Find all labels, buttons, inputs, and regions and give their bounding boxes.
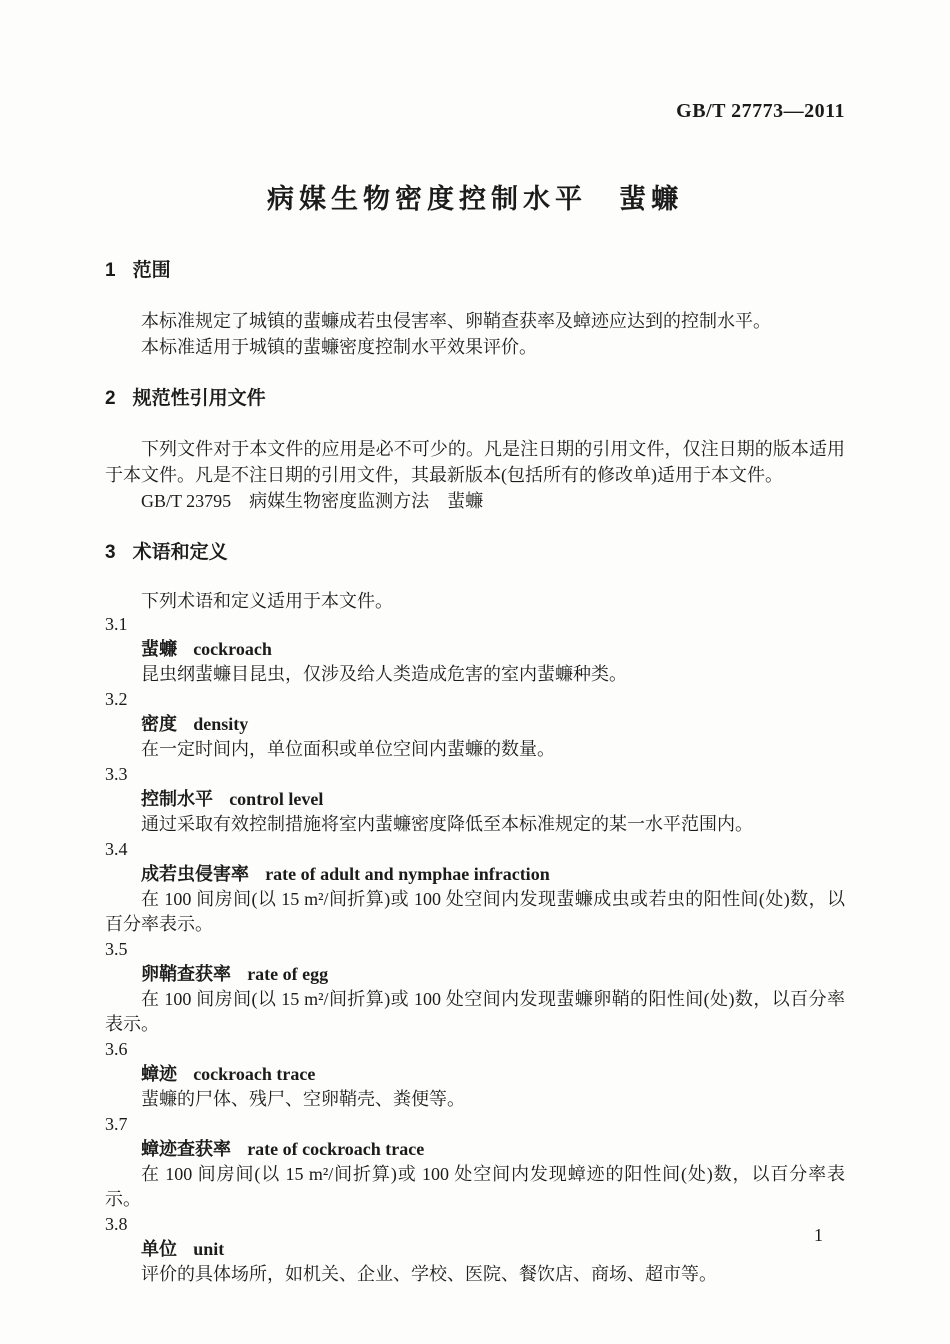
standard-code: GB/T 27773—2011 [676,100,845,122]
term-heading [105,862,845,887]
term-number: 3.3 [105,764,128,784]
section-number: 1 [105,260,116,281]
term-definition: 昆虫纲蜚蠊目昆虫，仅涉及给人类造成危害的室内蜚蠊种类。 [141,664,627,684]
section-heading [105,260,845,282]
term-definition: 通过采取有效控制措施将室内蜚蠊密度降低至本标准规定的某一水平范围内。 [141,814,753,834]
term-block [105,762,845,837]
term-en: density [193,714,249,734]
paragraph: 下列文件对于本文件的应用是必不可少的。凡是注日期的引用文件，仅注日期的版本适用于本文件。凡是不注日期的引用文件，其最新版本(包括所有的修改单)适用于本文件。 [105,439,845,485]
reference-entry: GB/T 23795 病媒生物密度监测方法 蜚蠊 [141,491,484,511]
term-number: 3.2 [105,689,128,709]
section-normative-references [105,388,845,514]
term-zh: 蜚蠊 [141,639,177,659]
section-title: 规范性引用文件 [132,388,266,409]
term-block [105,687,845,762]
term-heading [105,1237,845,1262]
term-block [105,1212,845,1287]
term-en: control level [229,789,324,809]
term-block [105,1112,845,1212]
term-zh: 密度 [141,714,177,734]
section-heading [105,542,845,564]
term-number: 3.1 [105,614,128,634]
term-zh: 控制水平 [141,789,213,809]
term-definition: 评价的具体场所，如机关、企业、学校、医院、餐饮店、商场、超市等。 [141,1264,717,1284]
term-zh: 蟑迹 [141,1064,177,1084]
section-number: 2 [105,388,116,409]
term-heading [105,637,845,662]
paragraph: 本标准规定了城镇的蜚蠊成若虫侵害率、卵鞘查获率及蟑迹应达到的控制水平。 [141,311,771,331]
term-number: 3.8 [105,1214,128,1234]
term-heading [105,712,845,737]
terms-list [105,612,845,1287]
term-block [105,1037,845,1112]
term-block [105,937,845,1037]
term-definition: 在 100 间房间(以 15 m²/间折算)或 100 处空间内发现蟑迹的阳性间(处)数，以百分率表示。 [105,1164,845,1209]
section-number: 3 [105,542,116,563]
term-en: unit [193,1239,225,1259]
terms-intro: 下列术语和定义适用于本文件。 [141,591,393,611]
term-number: 3.7 [105,1114,128,1134]
page-number: 1 [814,1225,823,1245]
section-scope [105,260,845,360]
term-definition: 在 100 间房间(以 15 m²/间折算)或 100 处空间内发现蜚蠊卵鞘的阳性间(处)数，以百分率表示。 [105,989,845,1034]
term-heading [105,1062,845,1087]
section-terms-definitions [105,542,845,1287]
term-en: cockroach [193,639,272,659]
term-definition: 在 100 间房间(以 15 m²/间折算)或 100 处空间内发现蜚蠊成虫或若虫的阳性间(处)数，以百分率表示。 [105,889,845,934]
term-block [105,837,845,937]
term-heading [105,1137,845,1162]
term-en: rate of egg [247,964,329,984]
term-definition: 在一定时间内，单位面积或单位空间内蜚蠊的数量。 [141,739,555,759]
paragraph: 本标准适用于城镇的蜚蠊密度控制水平效果评价。 [141,337,537,357]
term-en: cockroach trace [193,1064,316,1084]
term-zh: 蟑迹查获率 [141,1139,231,1159]
term-heading [105,787,845,812]
term-zh: 单位 [141,1239,177,1259]
term-block [105,612,845,687]
term-heading [105,962,845,987]
section-title: 术语和定义 [132,542,228,563]
document-title: 病媒生物密度控制水平 蜚蠊 [267,184,683,214]
term-number: 3.5 [105,939,128,959]
section-title: 范围 [132,260,171,281]
term-number: 3.6 [105,1039,128,1059]
term-en: rate of adult and nymphae infraction [265,864,550,884]
term-zh: 成若虫侵害率 [141,864,249,884]
term-number: 3.4 [105,839,128,859]
term-en: rate of cockroach trace [247,1139,425,1159]
term-zh: 卵鞘查获率 [141,964,231,984]
term-definition: 蜚蠊的尸体、残尸、空卵鞘壳、粪便等。 [141,1089,465,1109]
section-heading [105,388,845,410]
